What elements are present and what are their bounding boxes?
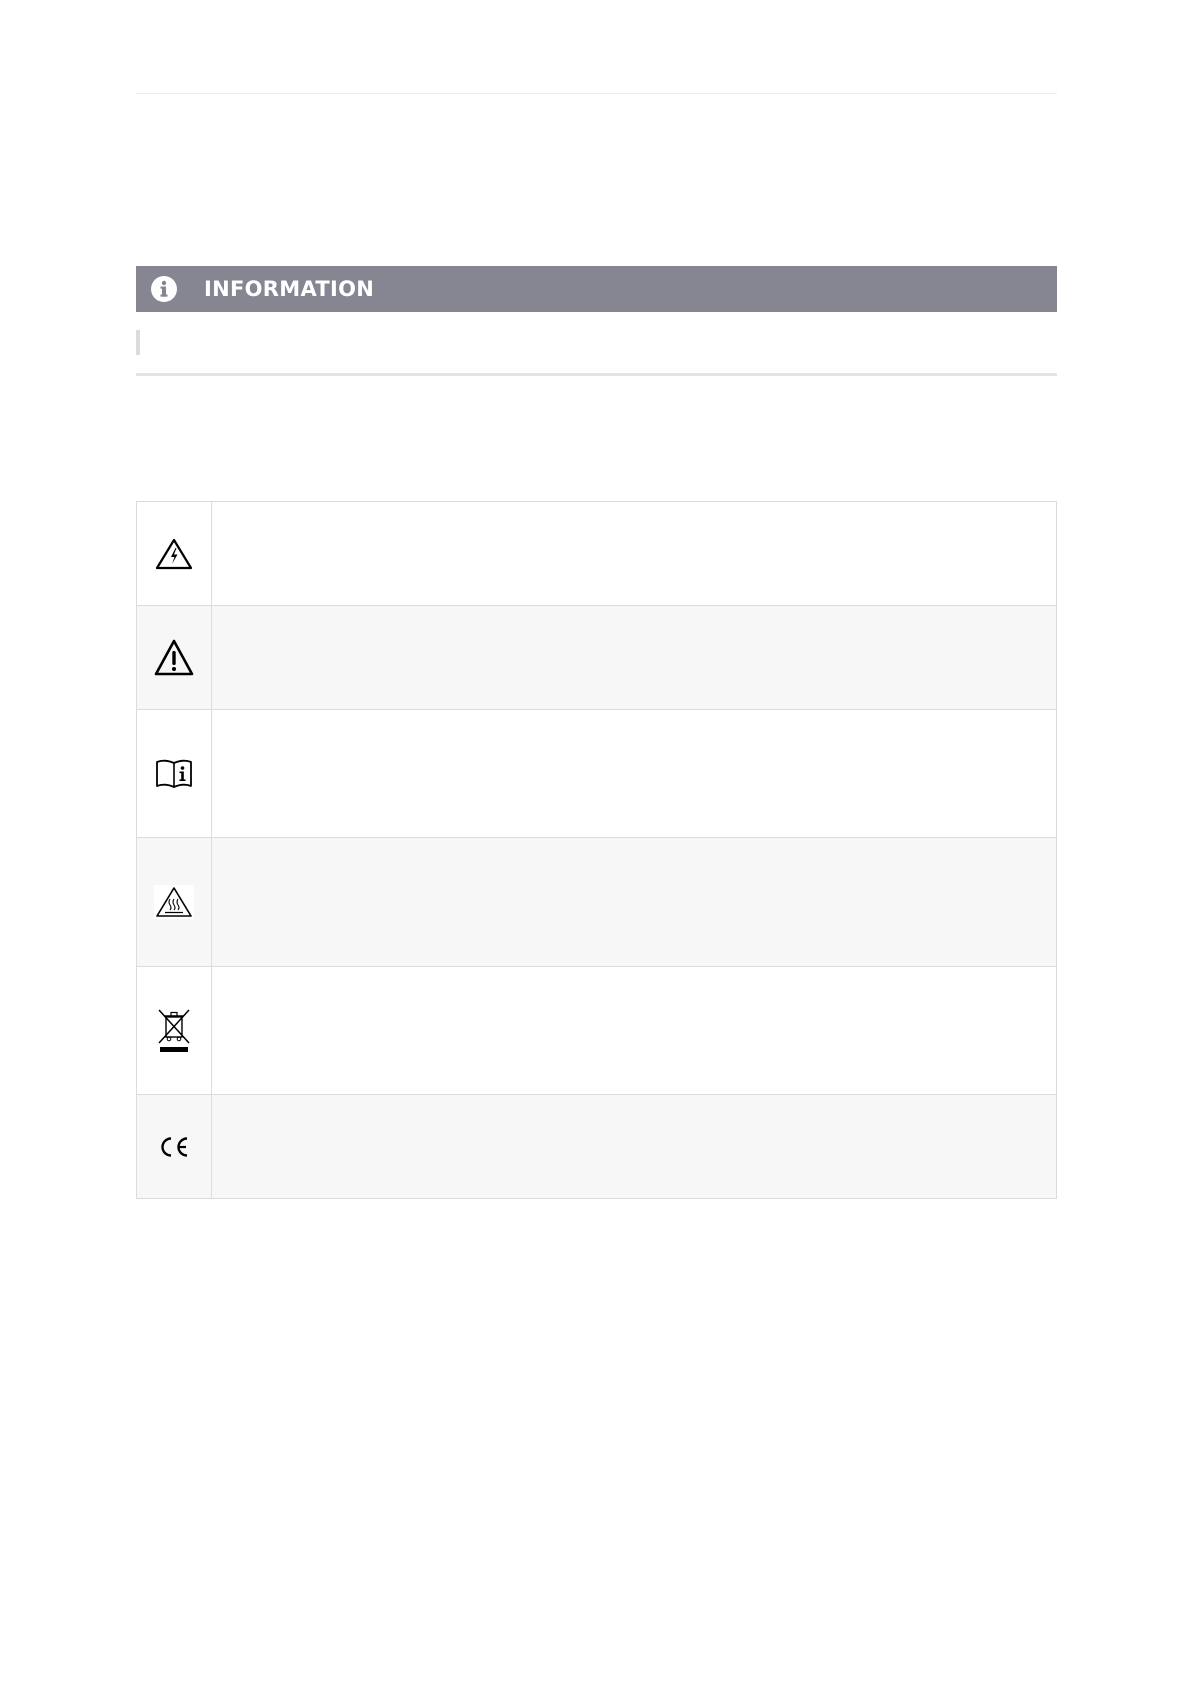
symbol-description xyxy=(212,838,1057,967)
symbol-icon-cell xyxy=(137,838,212,967)
general-warning-icon xyxy=(153,649,195,666)
table-row xyxy=(137,606,1057,710)
table-row xyxy=(137,838,1057,967)
symbol-description xyxy=(212,502,1057,606)
symbol-description xyxy=(212,1095,1057,1199)
table-row xyxy=(137,502,1057,606)
top-rule xyxy=(136,93,1057,94)
symbol-icon-cell xyxy=(137,710,212,838)
symbols-table xyxy=(136,501,1057,1199)
information-title: INFORMATION xyxy=(204,277,375,301)
symbol-icon-cell xyxy=(137,502,212,606)
information-header xyxy=(136,266,1057,312)
table-row xyxy=(137,1095,1057,1199)
symbol-description xyxy=(212,710,1057,838)
weee-crossed-bin-icon xyxy=(154,1022,194,1039)
symbol-description xyxy=(212,967,1057,1095)
ce-mark-icon xyxy=(157,1138,191,1155)
information-body xyxy=(136,312,1057,376)
read-manual-icon xyxy=(154,765,194,782)
table-row xyxy=(137,967,1057,1095)
symbol-icon-cell xyxy=(137,1095,212,1199)
quote-bar xyxy=(136,330,140,355)
symbol-icon-cell xyxy=(137,967,212,1095)
symbol-description xyxy=(212,606,1057,710)
table-row xyxy=(137,710,1057,838)
symbol-icon-cell xyxy=(137,606,212,710)
information-bottom-rule xyxy=(136,373,1057,376)
hot-surface-icon xyxy=(154,893,194,910)
info-circle-icon xyxy=(150,275,178,303)
high-voltage-warning-icon xyxy=(154,545,194,562)
